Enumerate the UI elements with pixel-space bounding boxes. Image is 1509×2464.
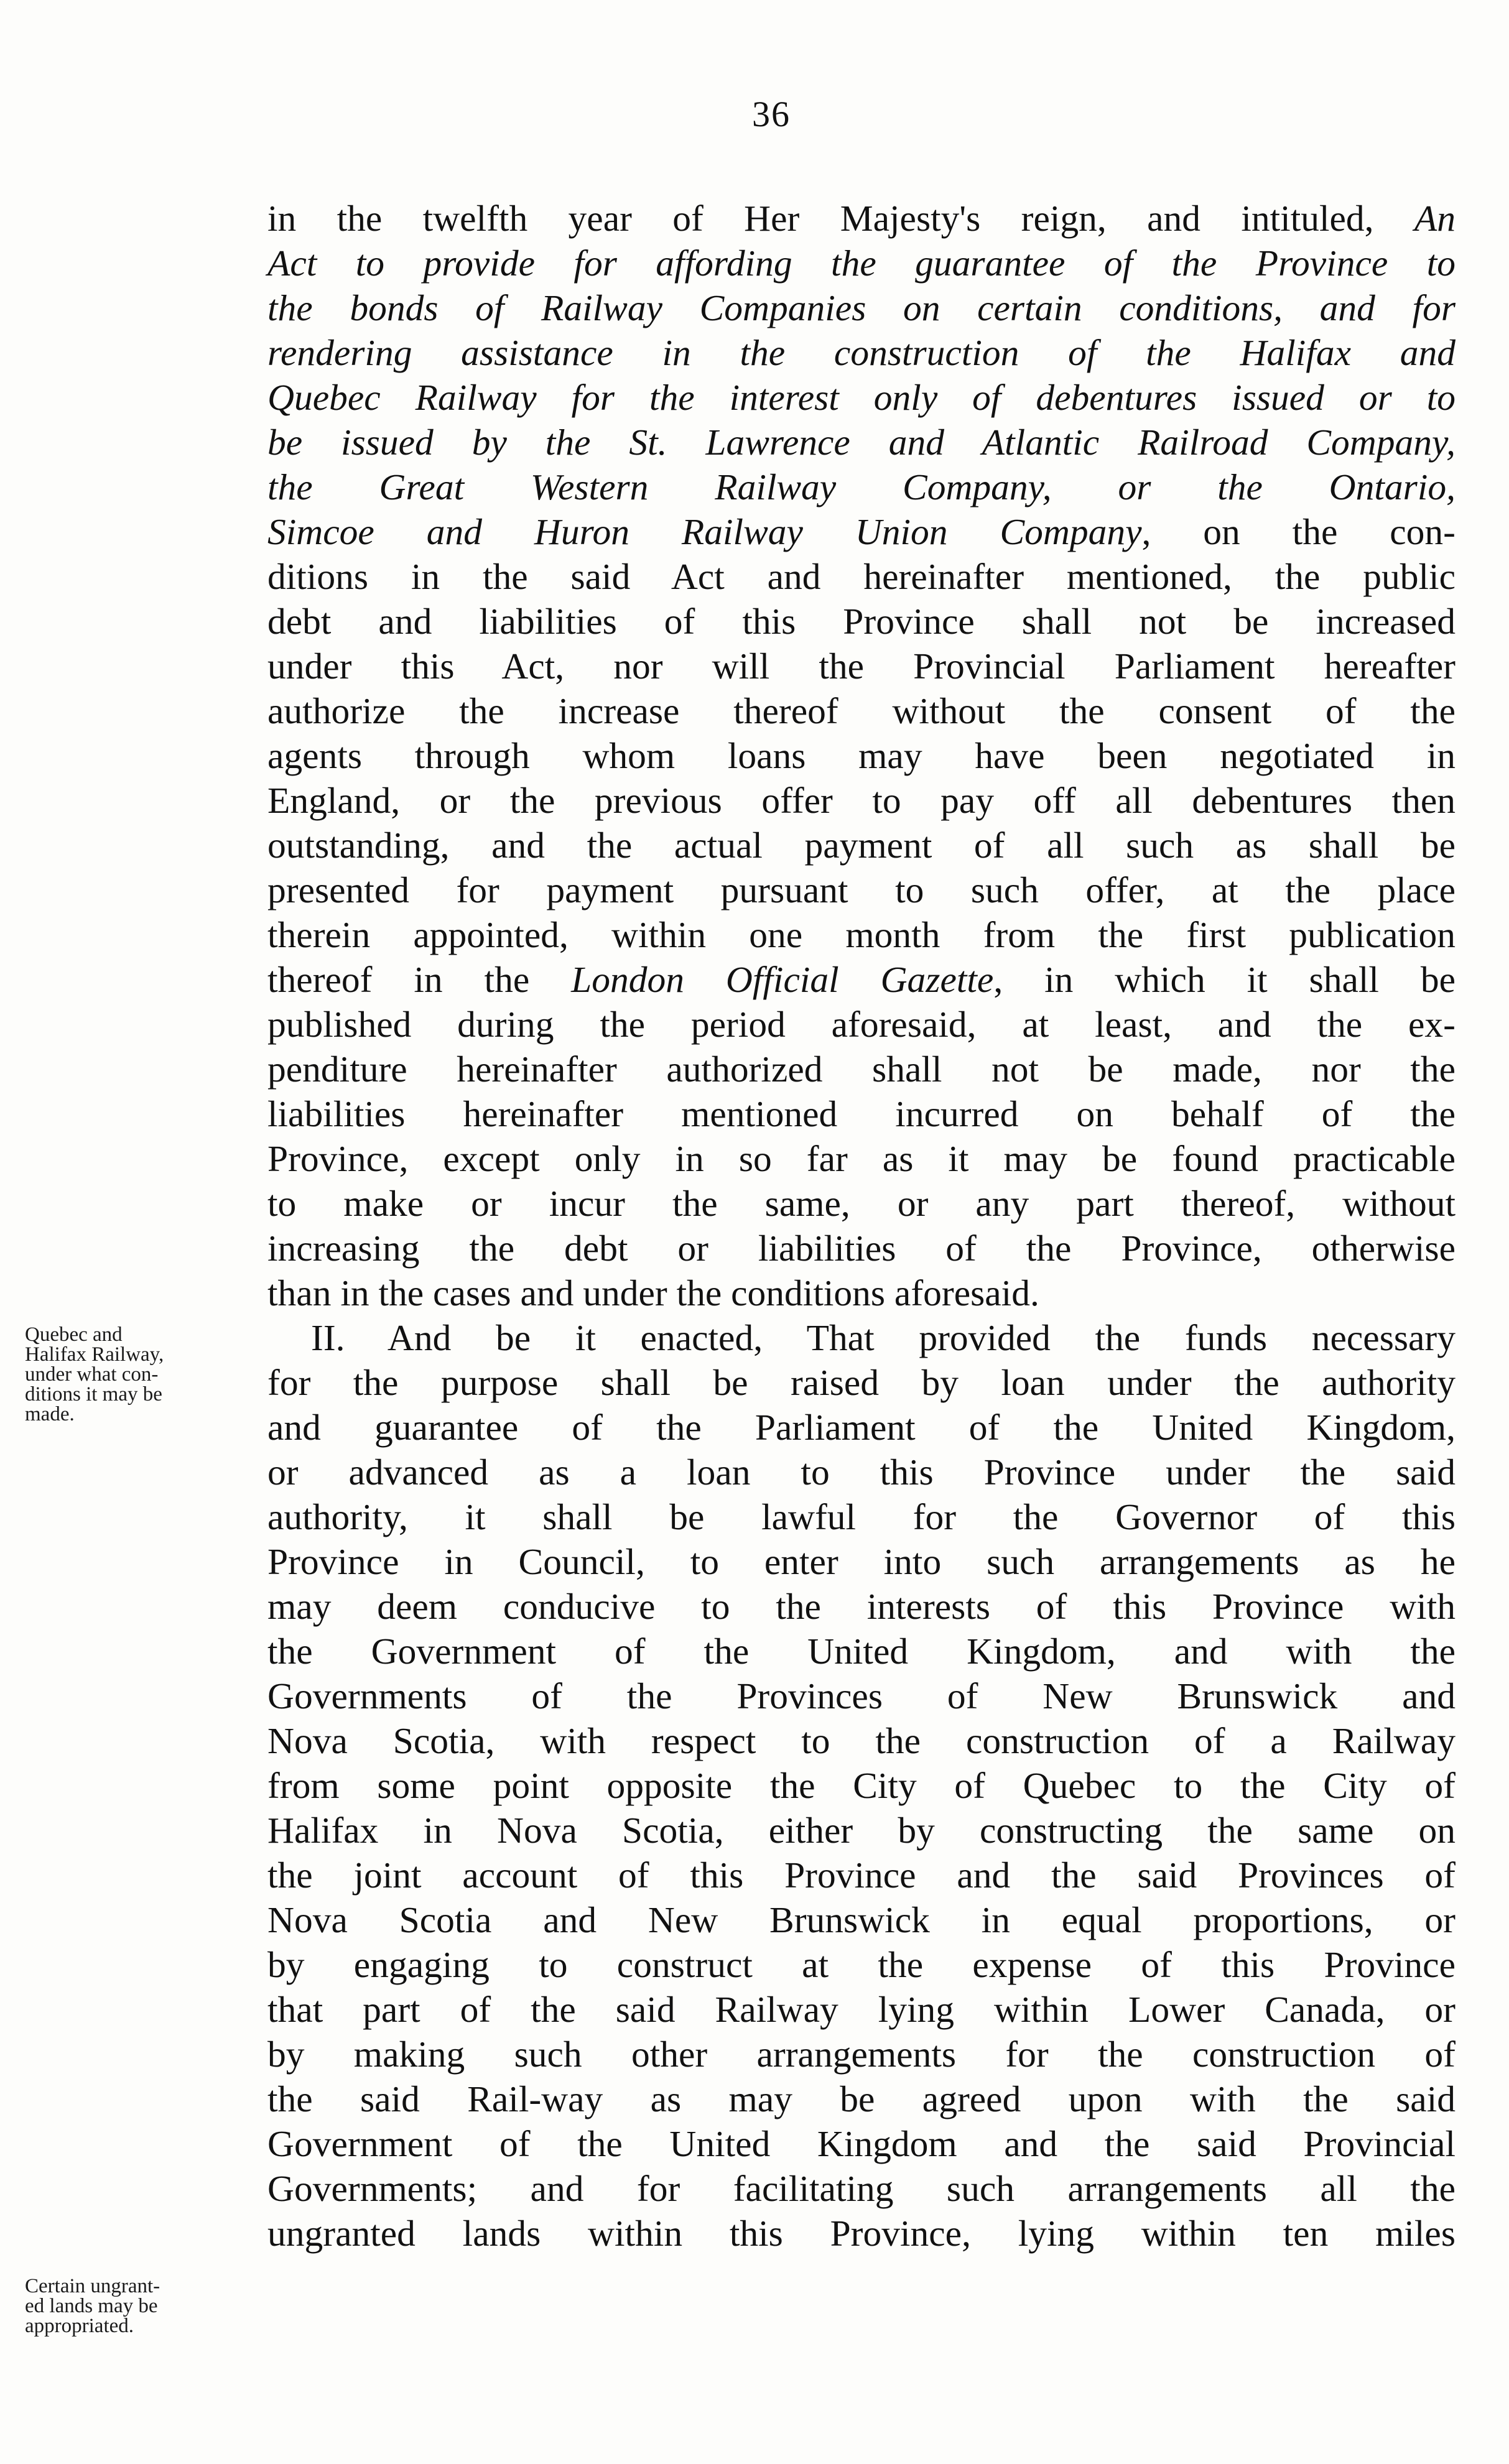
text-line: to make or incur the same, or any part thereof, without (267, 1183, 1456, 1224)
text-line: the joint account of this Province and the said Provinces of (267, 1855, 1456, 1896)
margin-note-line: ed lands may be (25, 2295, 158, 2317)
text-line: the Great Western Railway Company, or the Ontario, (267, 466, 1456, 507)
text-line: ditions in the said Act and hereinafter mentioned, the public (267, 556, 1456, 597)
text-line: England, or the previous offer to pay off all debentures then (267, 780, 1456, 821)
margin-note-ungranted-lands (25, 2276, 261, 2336)
text-line: the said Rail-way as may be agreed upon with the said (267, 2078, 1456, 2119)
text-line: authorize the increase thereof without the consent of the (267, 690, 1456, 731)
text-line: Simcoe and Huron Railway Union Company, on the con- (267, 511, 1456, 552)
text-line: Nova Scotia and New Brunswick in equal proportions, or (267, 1899, 1456, 1940)
text-line: or advanced as a loan to this Province under the said (267, 1452, 1456, 1493)
text-line: Halifax in Nova Scotia, either by constructing the same on (267, 1810, 1456, 1851)
text-line: may deem conducive to the interests of this Province with (267, 1586, 1456, 1627)
margin-note-line: Halifax Railway, (25, 1343, 164, 1366)
text-line: and guarantee of the Parliament of the United Kingdom, (267, 1407, 1456, 1448)
text-line: that part of the said Railway lying within Lower Canada, or (267, 1989, 1456, 2030)
text-line: rendering assistance in the construction of the Halifax and (267, 332, 1456, 373)
text-line: presented for payment pursuant to such offer, at the place (267, 869, 1456, 910)
text-line: Province, except only in so far as it may be found practicable (267, 1138, 1456, 1179)
text-line: Province in Council, to enter into such arrangements as he (267, 1541, 1456, 1582)
text-line: thereof in the London Official Gazette, in which it shall be (267, 959, 1456, 1000)
text-line: Act to provide for affording the guarantee of the Province to (267, 243, 1456, 284)
margin-note-quebec-halifax-railway (25, 1325, 261, 1424)
page-number: 36 (752, 94, 791, 134)
margin-note-line: made. (25, 1403, 75, 1425)
text-line: for the purpose shall be raised by loan under the authority (267, 1362, 1456, 1403)
text-line: agents through whom loans may have been negotiated in (267, 735, 1456, 776)
text-line: authority, it shall be lawful for the Governor of this (267, 1496, 1456, 1537)
text-line: by making such other arrangements for the construction of (267, 2034, 1456, 2075)
text-line: therein appointed, within one month from the first publication (267, 914, 1456, 955)
text-line: than in the cases and under the conditions aforesaid. (267, 1272, 1039, 1313)
text-line: increasing the debt or liabilities of the Province, otherwise (267, 1228, 1456, 1269)
text-line: outstanding, and the actual payment of all such as shall be (267, 825, 1456, 866)
text-line: the Government of the United Kingdom, and with the (267, 1631, 1456, 1672)
text-line: by engaging to construct at the expense of this Province (267, 1944, 1456, 1985)
text-line: published during the period aforesaid, at least, and the ex- (267, 1004, 1456, 1045)
text-line: penditure hereinafter authorized shall not be made, nor the (267, 1049, 1456, 1090)
text-line: under this Act, nor will the Provincial Parliament hereafter (267, 646, 1456, 687)
text-line: be issued by the St. Lawrence and Atlantic Railroad Company, (267, 422, 1456, 463)
margin-note-line: Quebec and (25, 1323, 123, 1346)
text-line: Government of the United Kingdom and the said Provincial (267, 2123, 1456, 2164)
margin-note-line: appropriated. (25, 2315, 134, 2337)
text-line: liabilities hereinafter mentioned incurred on behalf of the (267, 1093, 1456, 1134)
text-line: Governments; and for facilitating such arrangements all the (267, 2168, 1456, 2209)
margin-note-line: Certain ungrant- (25, 2275, 160, 2297)
text-line: ungranted lands within this Province, lying within ten miles (267, 2213, 1456, 2254)
body-text (267, 196, 1456, 2256)
text-line: Nova Scotia, with respect to the construction of a Railway (267, 1720, 1456, 1761)
text-line: Quebec Railway for the interest only of debentures issued or to (267, 377, 1456, 418)
text-line: from some point opposite the City of Quebec to the City of (267, 1765, 1456, 1806)
margin-note-line: ditions it may be (25, 1383, 162, 1406)
text-line: debt and liabilities of this Province shall not be increased (267, 601, 1456, 642)
margin-note-line: under what con- (25, 1363, 159, 1386)
section-heading-line: II. And be it enacted, That provided the funds necessary (311, 1317, 1456, 1358)
text-line: the bonds of Railway Companies on certain conditions, and for (267, 287, 1456, 328)
text-line: Governments of the Provinces of New Brunswick and (267, 1675, 1456, 1716)
text-line: in the twelfth year of Her Majesty's reign, and intituled, An (267, 198, 1456, 239)
